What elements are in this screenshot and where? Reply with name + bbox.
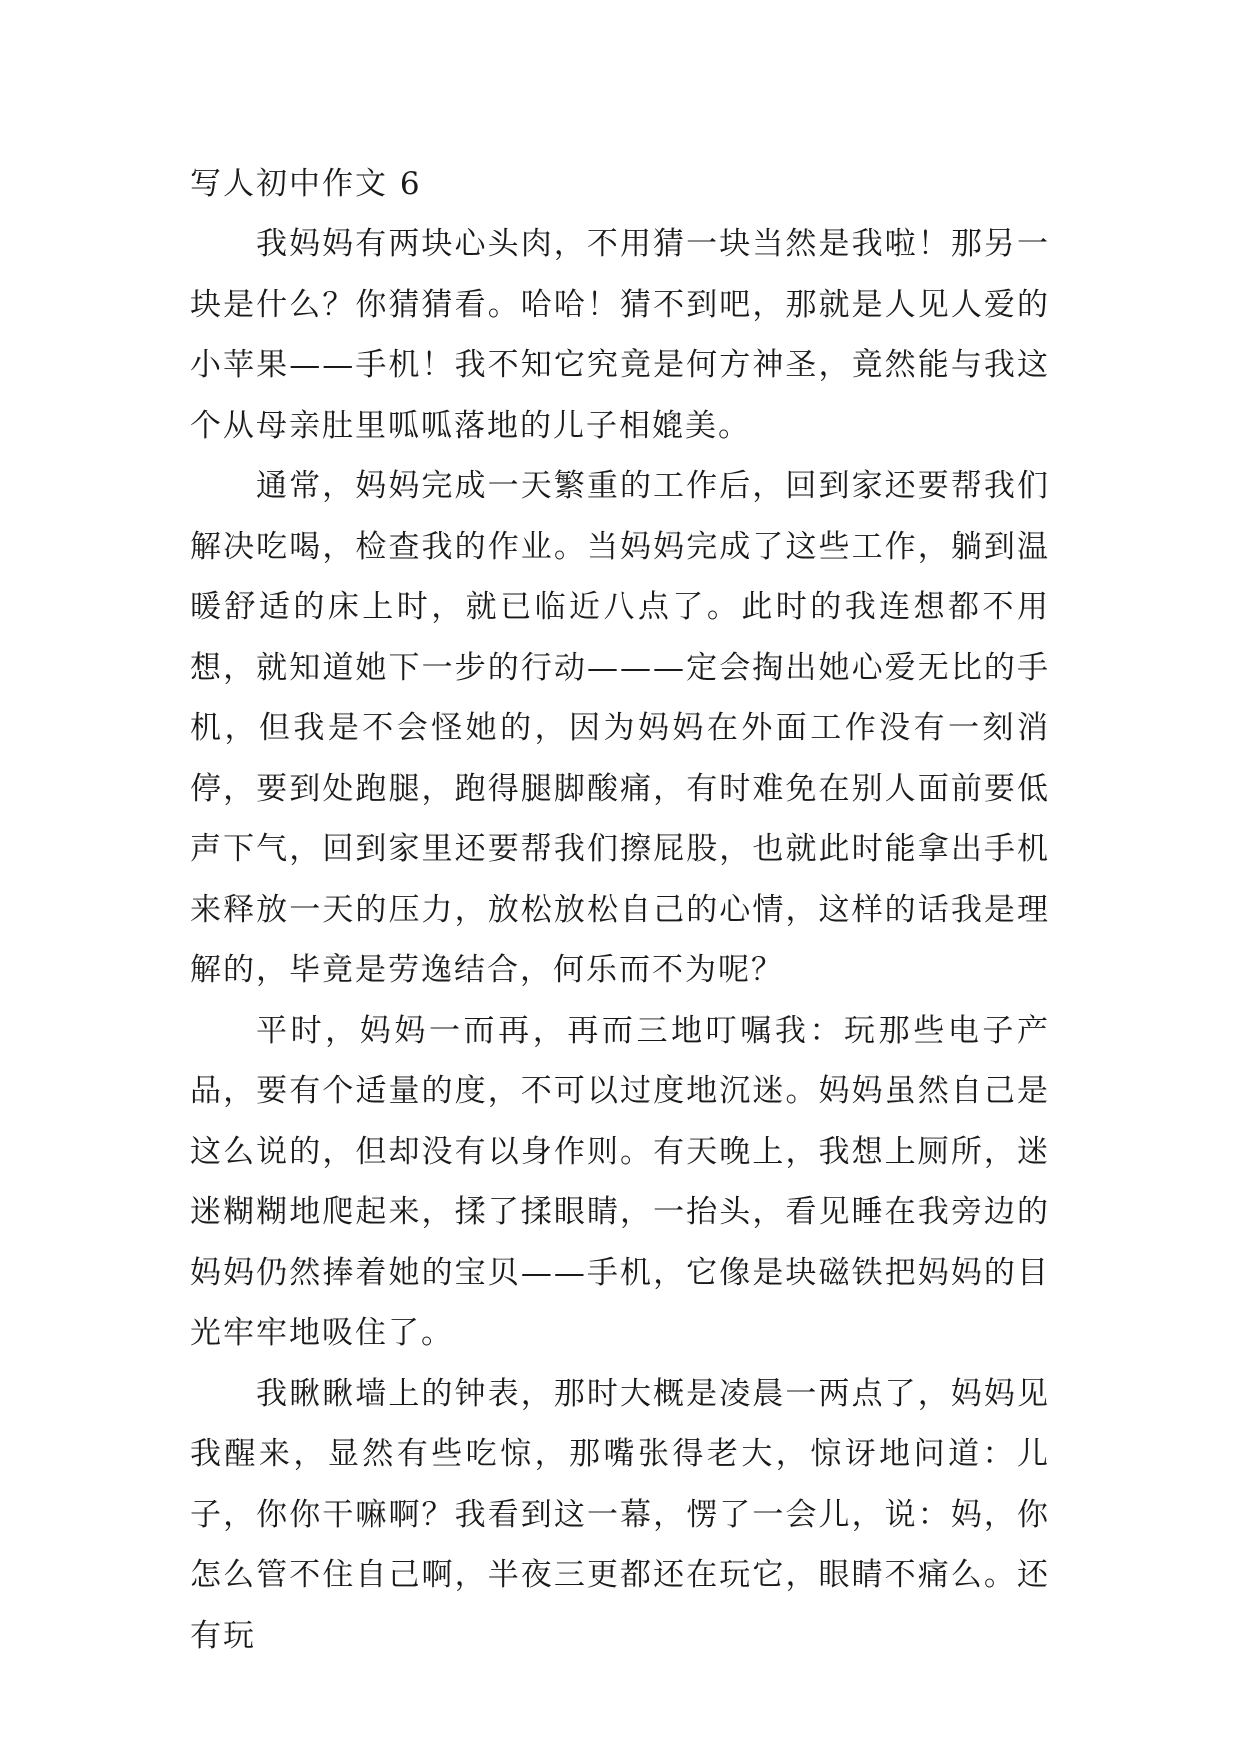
document-body	[190, 154, 1050, 1666]
paragraph-3: 平时，妈妈一而再，再而三地叮嘱我：玩那些电子产品，要有个适量的度，不可以过度地沉迷。妈妈虽然自己是这么说的，但却没有以身作则。有天晚上，我想上厕所，迷迷糊糊地爬起来，揉了揉眼睛，一抬头，看见睡在我旁边的妈妈仍然捧着她的宝贝——手机，它像是块磁铁把妈妈的目光牢牢地吸住了。	[190, 1012, 1050, 1351]
paragraph-2: 通常，妈妈完成一天繁重的工作后，回到家还要帮我们解决吃喝，检查我的作业。当妈妈完成了这些工作，躺到温暖舒适的床上时，就已临近八点了。此时的我连想都不用想，就知道她下一步的行动———定会掏出她心爱无比的手机，但我是不会怪她的，因为妈妈在外面工作没有一刻消停，要到处跑腿，跑得腿脚酸痛，有时难免在别人面前要低声下气，回到家里还要帮我们擦屁股，也就此时能拿出手机来释放一天的压力，放松放松自己的心情，这样的话我是理解的，毕竟是劳逸结合，何乐而不为呢？	[190, 468, 1050, 988]
paragraph-1: 我妈妈有两块心头肉，不用猜一块当然是我啦！那另一块是什么？你猜猜看。哈哈！猜不到吧，那就是人见人爱的小苹果——手机！我不知它究竟是何方神圣，竟然能与我这个从母亲肚里呱呱落地的儿子相媲美。	[190, 226, 1050, 444]
paragraph-4: 我瞅瞅墙上的钟表，那时大概是凌晨一两点了，妈妈见我醒来，显然有些吃惊，那嘴张得老大，惊讶地问道：儿子，你你干嘛啊？我看到这一幕，愣了一会儿，说：妈，你怎么管不住自己啊，半夜三更都还在玩它，眼睛不痛么。还有玩	[190, 1375, 1050, 1654]
document-title: 写人初中作文 6	[190, 166, 422, 202]
